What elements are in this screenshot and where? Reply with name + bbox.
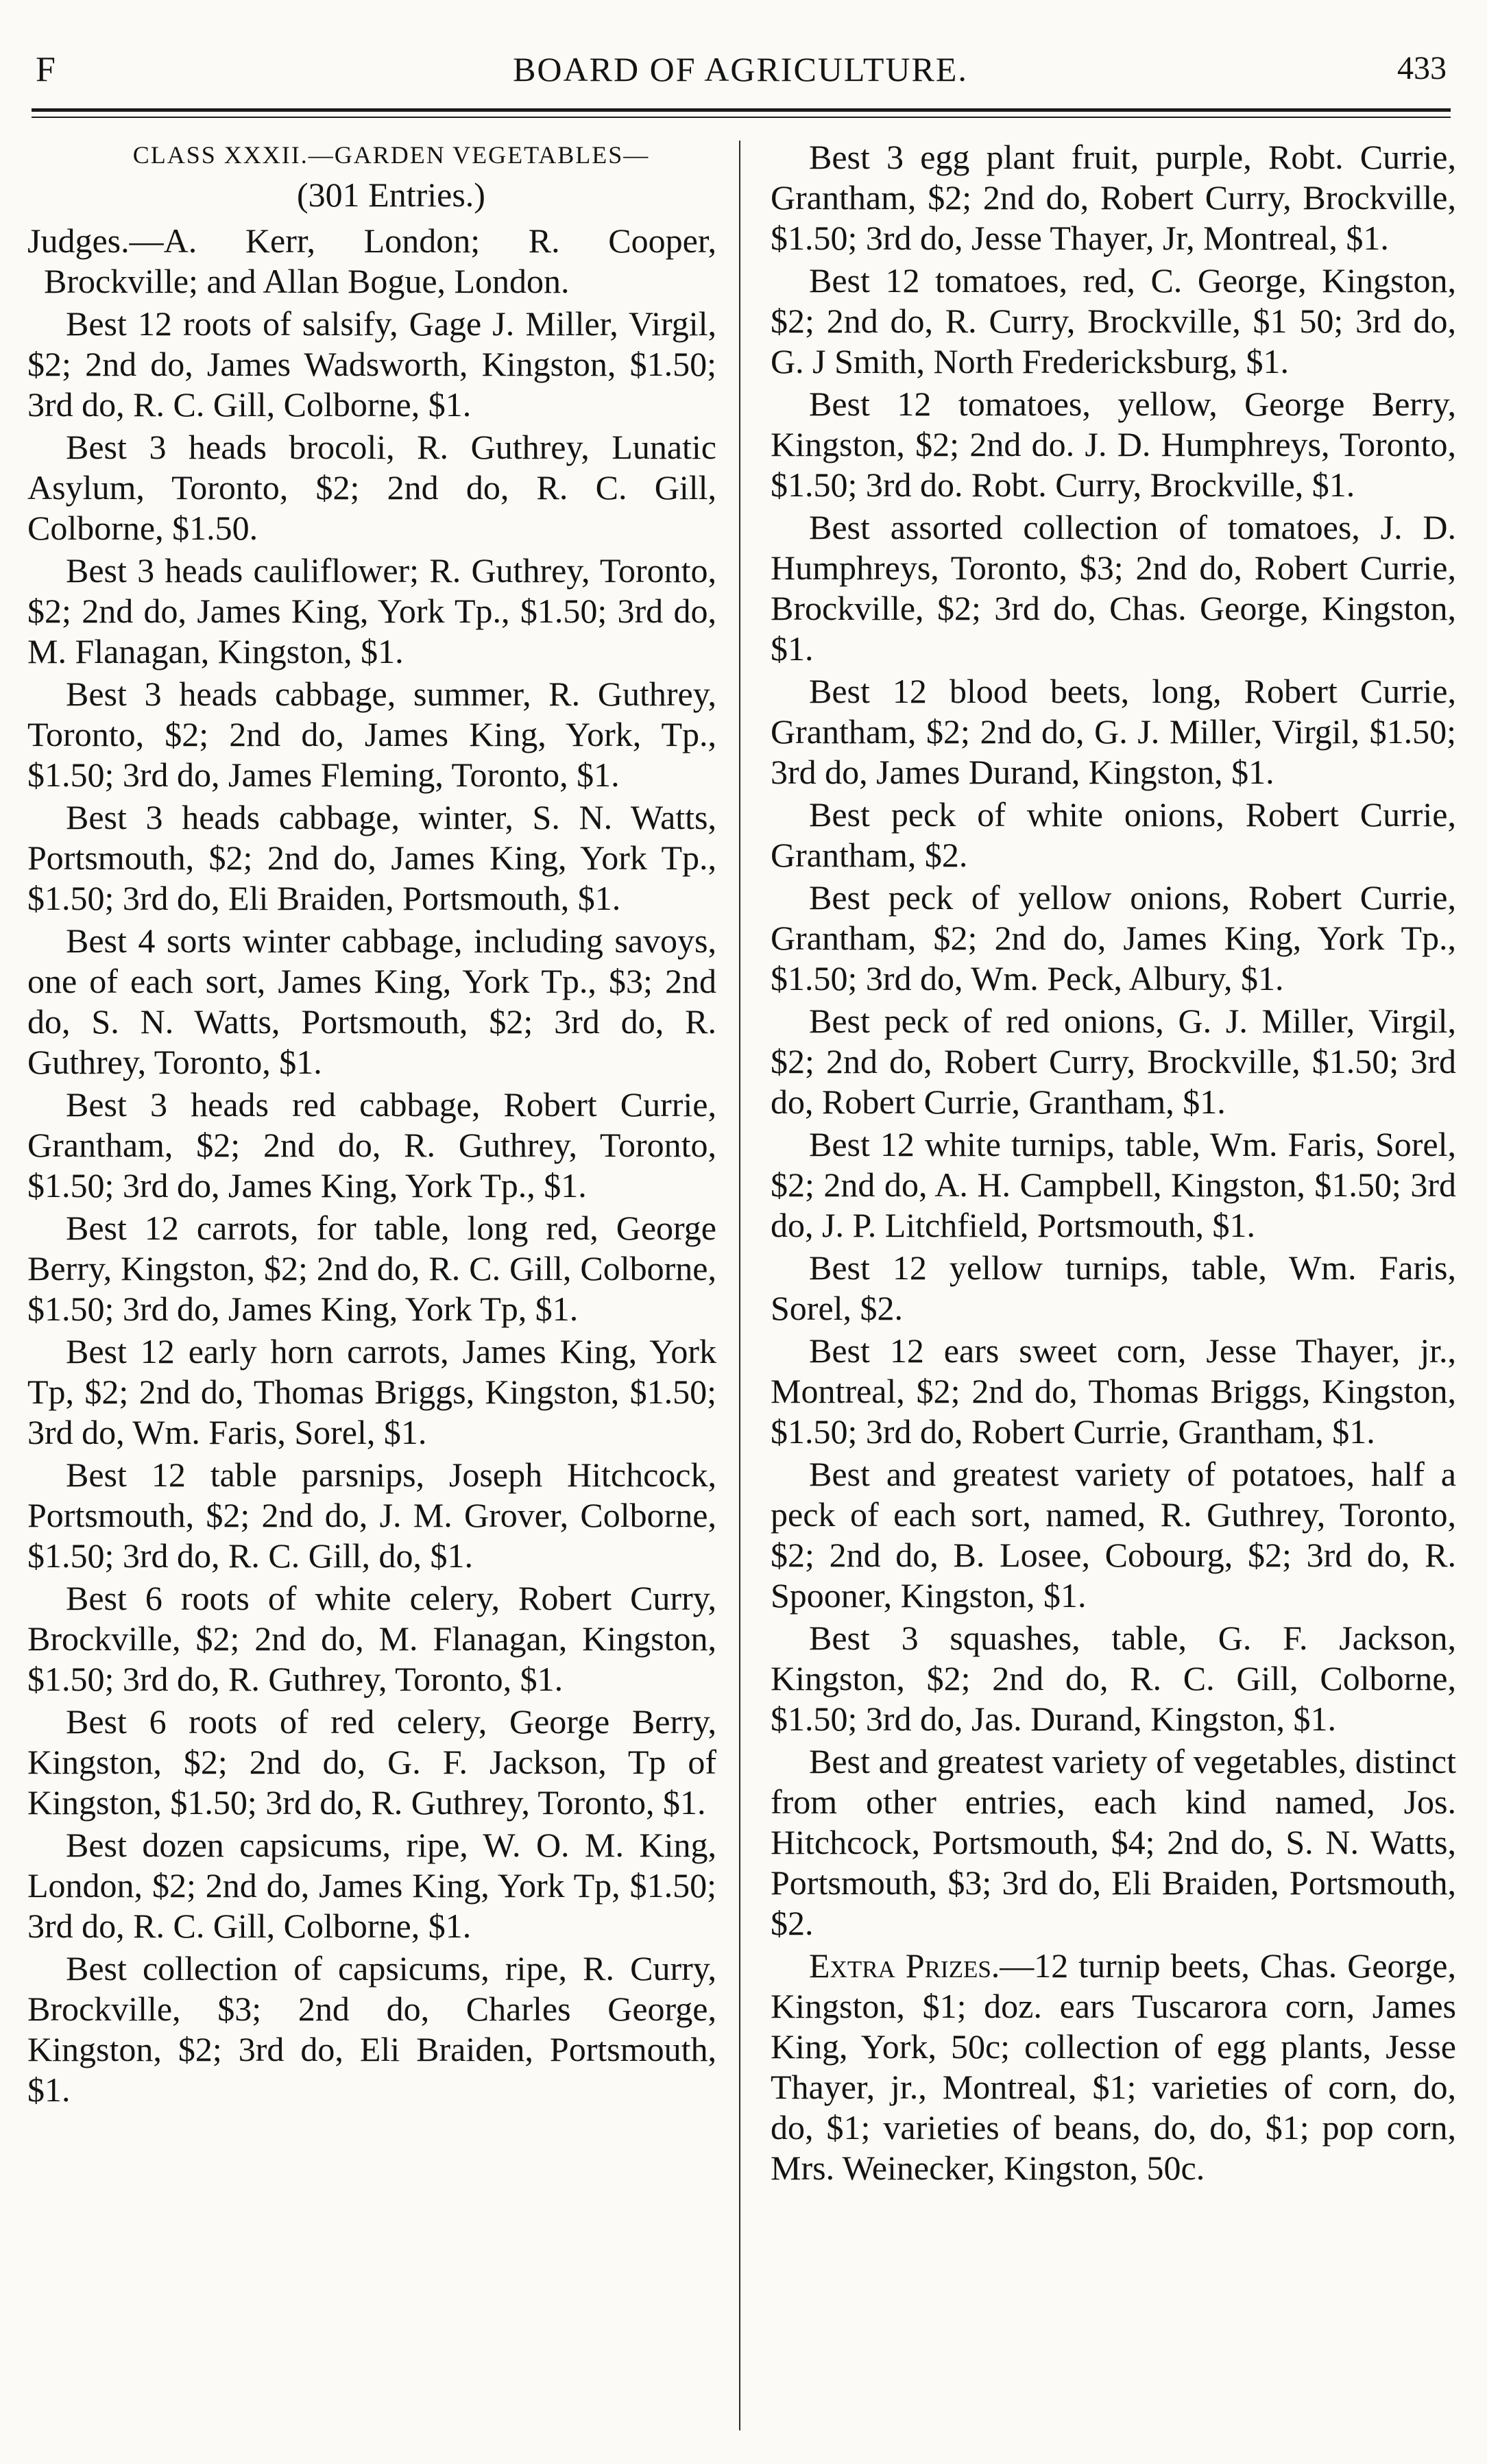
right-column bbox=[771, 137, 1456, 2190]
prize-entry: Best 12 tomatoes, red, C. George, Kingston, $2; 2nd do, R. Curry, Brockville, $1 50; 3rd do, G. J Smith, North Fredericksburg, $1. bbox=[771, 261, 1456, 381]
corner-mark: F bbox=[36, 50, 56, 89]
class-heading: CLASS XXXII.—GARDEN VEGETABLES— bbox=[132, 141, 650, 169]
prize-entry: Best 12 carrots, for table, long red, George Berry, Kingston, $2; 2nd do, R. C. Gill, Colborne, $1.50; 3rd do, James King, York Tp, $1. bbox=[27, 1209, 716, 1328]
extra-prizes-paragraph bbox=[771, 1946, 1456, 2188]
prize-entry: Best 6 roots of red celery, George Berry, Kingston, $2; 2nd do, G. F. Jackson, Tp of Kingston, $1.50; 3rd do, R. Guthrey, Toronto, $1. bbox=[27, 1702, 716, 1822]
prize-entry: Best and greatest variety of potatoes, half a peck of each sort, named, R. Guthrey, Toronto, $2; 2nd do, B. Losee, Cobourg, $2; 3rd do, R. Spooner, Kingston, $1. bbox=[771, 1455, 1456, 1615]
prize-entry: Best 3 heads cabbage, summer, R. Guthrey, Toronto, $2; 2nd do, James King, York, Tp., $1.50; 3rd do, James Fleming, Toronto, $1. bbox=[27, 675, 716, 794]
prize-entry: Best peck of red onions, G. J. Miller, Virgil, $2; 2nd do, Robert Curry, Brockville, $1.50; 3rd do, Robert Currie, Grantham, $1. bbox=[771, 1002, 1456, 1121]
prize-entry: Best collection of capsicums, ripe, R. Curry, Brockville, $3; 2nd do, Charles George, Kingston, $2; 3rd do, Eli Braiden, Portsmouth, $1. bbox=[27, 1949, 716, 2109]
column-divider bbox=[739, 141, 740, 2430]
prize-entry: Best 12 blood beets, long, Robert Currie, Grantham, $2; 2nd do, G. J. Miller, Virgil, $1.50; 3rd do, James Durand, Kingston, $1. bbox=[771, 672, 1456, 791]
judges-paragraph: Judges.—A. Kerr, London; R. Cooper, Brockville; and Allan Bogue, London. bbox=[27, 221, 716, 300]
right-entries-list bbox=[771, 137, 1456, 1944]
prize-entry: Best 3 squashes, table, G. F. Jackson, Kingston, $2; 2nd do, R. C. Gill, Colborne, $1.50; 3rd do, Jas. Durand, Kingston, $1. bbox=[771, 1619, 1456, 1738]
prize-entry: Best 12 roots of salsify, Gage J. Miller, Virgil, $2; 2nd do, James Wadsworth, Kingston, $1.50; 3rd do, R. C. Gill, Colborne, $1. bbox=[27, 304, 716, 424]
page-title: BOARD OF AGRICULTURE. bbox=[513, 50, 968, 88]
prize-entry: Best dozen capsicums, ripe, W. O. M. King, London, $2; 2nd do, James King, York Tp, $1.50; 3rd do, R. C. Gill, Colborne, $1. bbox=[27, 1826, 716, 1945]
prize-entry: Best 6 roots of white celery, Robert Curry, Brockville, $2; 2nd do, M. Flanagan, Kingston, $1.50; 3rd do, R. Guthrey, Toronto, $1. bbox=[27, 1579, 716, 1698]
prize-entry: Best 12 early horn carrots, James King, York Tp, $2; 2nd do, Thomas Briggs, Kingston, $1.50; 3rd do, Wm. Faris, Sorel, $1. bbox=[27, 1332, 716, 1451]
prize-entry: Best 3 heads red cabbage, Robert Currie, Grantham, $2; 2nd do, R. Guthrey, Toronto, $1.50; 3rd do, James King, York Tp., $1. bbox=[27, 1085, 716, 1205]
prize-entry: Best peck of yellow onions, Robert Currie, Grantham, $2; 2nd do, James King, York Tp., $1.50; 3rd do, Wm. Peck, Albury, $1. bbox=[771, 878, 1456, 998]
prize-entry: Best 12 tomatoes, yellow, George Berry, Kingston, $2; 2nd do. J. D. Humphreys, Toronto, $1.50; 3rd do. Robt. Curry, Brockville, $1. bbox=[771, 385, 1456, 504]
prize-entry: Best 12 ears sweet corn, Jesse Thayer, jr., Montreal, $2; 2nd do, Thomas Briggs, Kingston, $1.50; 3rd do, Robert Currie, Grantham, $1. bbox=[771, 1331, 1456, 1451]
header-rule-thin bbox=[32, 117, 1451, 118]
prize-entry: Best 3 heads cauliflower; R. Guthrey, Toronto, $2; 2nd do, James King, York Tp., $1.50; 3rd do, M. Flanagan, Kingston, $1. bbox=[27, 551, 716, 671]
prize-entry: Best 12 table parsnips, Joseph Hitchcock, Portsmouth, $2; 2nd do, J. M. Grover, Colborne, $1.50; 3rd do, R. C. Gill, do, $1. bbox=[27, 1456, 716, 1575]
extra-prizes-label: Extra Prizes. bbox=[809, 1946, 1000, 1985]
extra-prizes-text: —12 turnip beets, Chas. George, Kingston, $1; doz. ears Tuscarora corn, James King, York, 50c; collection of egg plants, Jesse Thayer, jr., Montreal, $1; varieties of corn, do, do, $1; varieties of beans, do, do, $1; pop corn, Mrs. Weinecker, Kingston, 50c. bbox=[771, 1946, 1456, 2187]
page-number: 433 bbox=[1397, 50, 1447, 86]
prize-entry: Best 3 heads brocoli, R. Guthrey, Lunatic Asylum, Toronto, $2; 2nd do, R. C. Gill, Colborne, $1.50. bbox=[27, 428, 716, 547]
prize-entry: Best 3 egg plant fruit, purple, Robt. Currie, Grantham, $2; 2nd do, Robert Curry, Brockville, $1.50; 3rd do, Jesse Thayer, Jr, Montreal, $1. bbox=[771, 138, 1456, 257]
prize-entry: Best 3 heads cabbage, winter, S. N. Watts, Portsmouth, $2; 2nd do, James King, York Tp., $1.50; 3rd do, Eli Braiden, Portsmouth, $1. bbox=[27, 798, 716, 917]
header-rule-thick bbox=[32, 108, 1451, 112]
prize-entry: Best 12 white turnips, table, Wm. Faris, Sorel, $2; 2nd do, A. H. Campbell, Kingston, $1.50; 3rd do, J. P. Litchfield, Portsmouth, $1. bbox=[771, 1125, 1456, 1244]
entries-count: (301 Entries.) bbox=[297, 176, 485, 214]
prize-entry: Best 12 yellow turnips, table, Wm. Faris, Sorel, $2. bbox=[771, 1248, 1456, 1327]
prize-entry: Best 4 sorts winter cabbage, including savoys, one of each sort, James King, York Tp., $3; 2nd do, S. N. Watts, Portsmouth, $2; 3rd do, R. Guthrey, Toronto, $1. bbox=[27, 921, 716, 1081]
prize-entry: Best peck of white onions, Robert Currie, Grantham, $2. bbox=[771, 795, 1456, 874]
running-header bbox=[27, 36, 1453, 95]
prize-entry: Best assorted collection of tomatoes, J. D. Humphreys, Toronto, $3; 2nd do, Robert Currie, Brockville, $2; 3rd do, Chas. George, Kingston, $1. bbox=[771, 508, 1456, 668]
left-column bbox=[27, 137, 716, 2112]
left-entries-list bbox=[27, 304, 716, 2110]
prize-entry: Best and greatest variety of vegetables, distinct from other entries, each kind named, Jos. Hitchcock, Portsmouth, $4; 2nd do, S. N. Watts, Portsmouth, $3; 3rd do, Eli Braiden, Portsmouth, $2. bbox=[771, 1742, 1456, 1942]
